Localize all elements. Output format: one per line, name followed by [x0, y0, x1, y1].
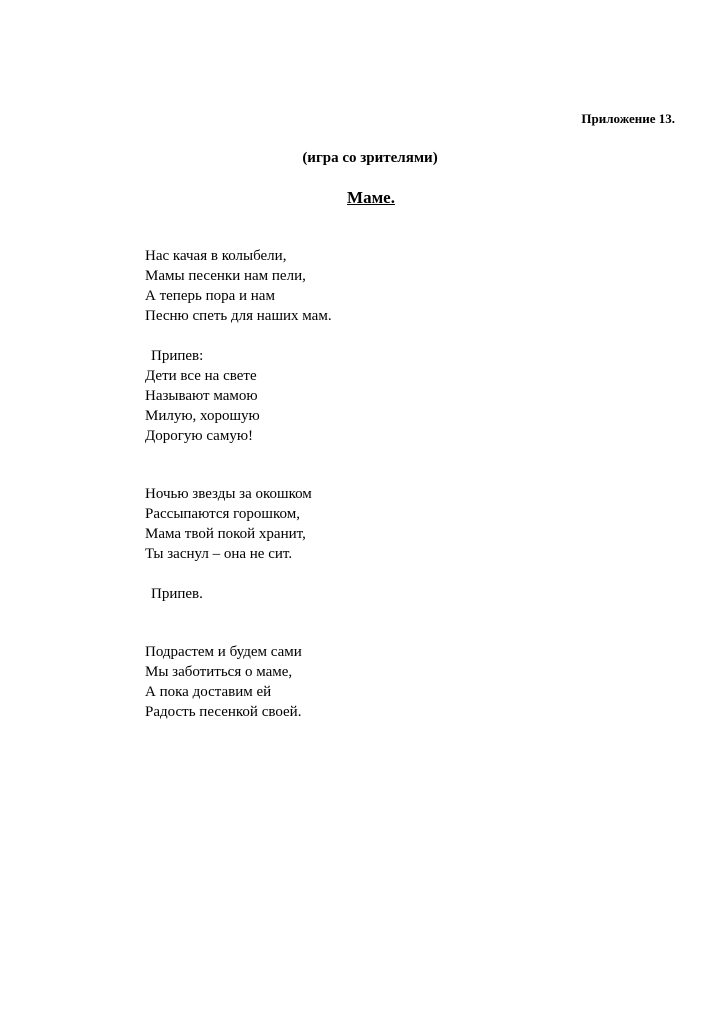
verse-line: Ночью звезды за окошком: [145, 486, 312, 502]
appendix-label: Приложение 13.: [581, 111, 675, 126]
verse-line: Подрастем и будем сами: [145, 644, 302, 660]
chorus-line: Дорогую самую!: [145, 428, 254, 444]
verse-1: [145, 246, 332, 326]
verse-2: [145, 484, 312, 564]
chorus-line: Милую, хорошую: [145, 408, 260, 424]
verse-line: Рассыпаются горошком,: [145, 506, 300, 522]
verse-line: Радость песенкой своей.: [145, 704, 302, 720]
verse-line: А пока доставим ей: [145, 684, 272, 700]
verse-3: [145, 642, 302, 722]
verse-line: Мы заботиться о маме,: [145, 664, 293, 680]
verse-line: Песню спеть для наших мам.: [145, 308, 332, 324]
subtitle: (игра со зрителями): [302, 150, 438, 166]
verse-line: Мамы песенки нам пели,: [145, 268, 306, 284]
verse-line: Ты заснул – она не сит.: [145, 546, 293, 562]
chorus-label: Припев:: [151, 348, 204, 364]
verse-line: Нас качая в колыбели,: [145, 248, 287, 264]
chorus: [145, 346, 260, 446]
chorus-ref-label: Припев.: [151, 586, 203, 602]
chorus-line: Дети все на свете: [145, 368, 257, 384]
poem-title: Маме.: [347, 188, 395, 207]
verse-line: А теперь пора и нам: [145, 288, 275, 304]
chorus-line: Называют мамою: [145, 388, 258, 404]
verse-line: Мама твой покой хранит,: [145, 526, 306, 542]
chorus-reference: [145, 584, 203, 604]
